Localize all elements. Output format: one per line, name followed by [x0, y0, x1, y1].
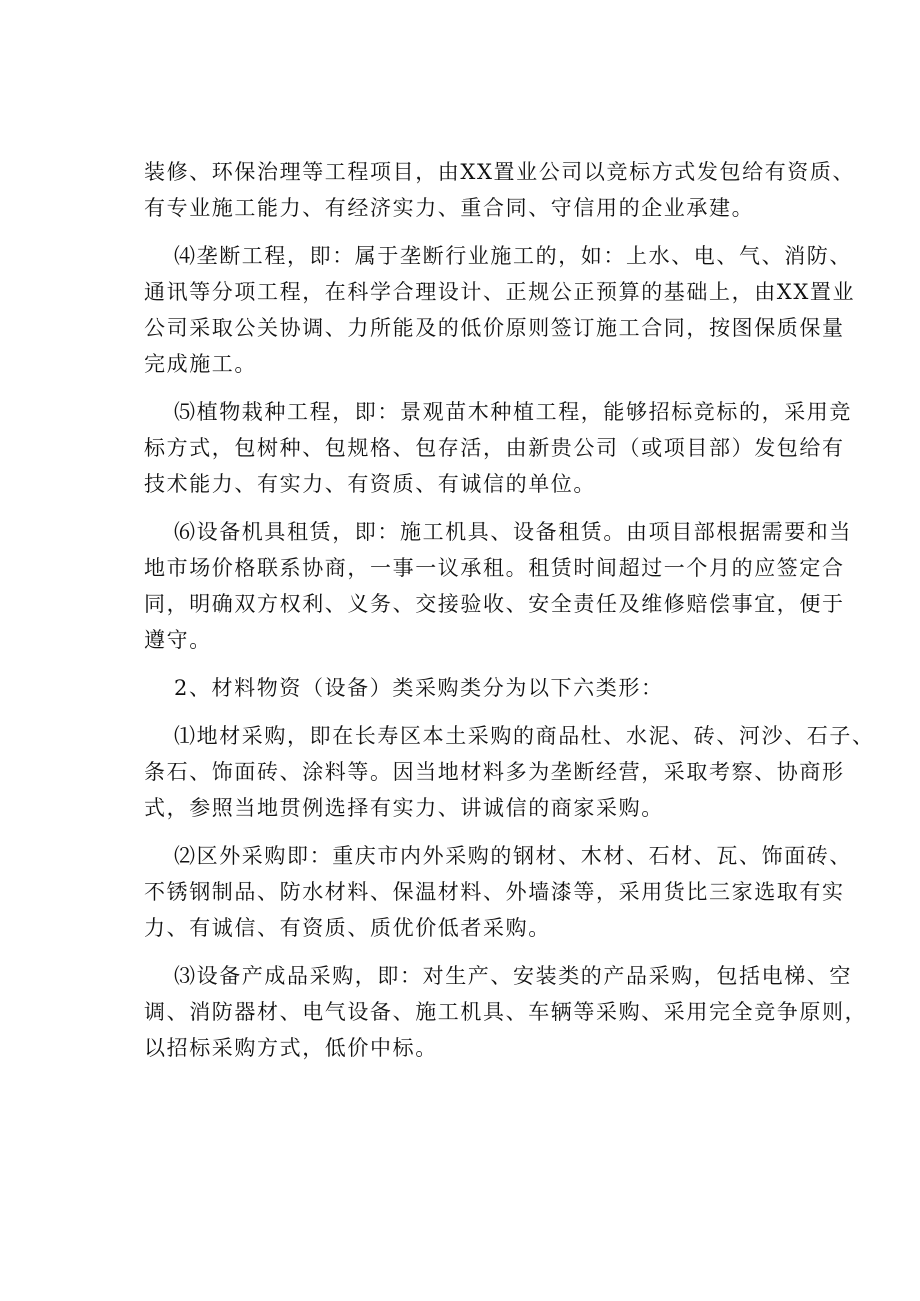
text-line: 地市场价格联系协商，一事一议承租。租赁时间超过一个月的应签定合 — [144, 556, 845, 580]
text-line: ⑹设备机具租赁，即：施工机具、设备租赁。由项目部根据需要和当 — [174, 520, 852, 544]
paragraph-item-1 — [144, 718, 875, 826]
text-line: 遵守。 — [144, 628, 212, 652]
text-line: 有专业施工能力、有经济实力、重合同、守信用的企业承建。 — [144, 196, 755, 220]
paragraph-item-2 — [144, 838, 852, 946]
text-line: 通讯等分项工程，在科学合理设计、正规公正预算的基础上，由XX置业 — [144, 280, 856, 304]
document-body — [144, 154, 875, 1078]
paragraph-item-3 — [144, 958, 868, 1066]
text-line: ⑵区外采购即：重庆市内外采购的钢材、木材、石材、瓦、饰面砖、 — [174, 844, 852, 868]
paragraph-item-6 — [144, 514, 852, 658]
text-line: 条石、饰面砖、涂料等。因当地材料多为垄断经营，采取考察、协商形 — [144, 760, 845, 784]
text-line: 公司采取公关协调、力所能及的低价原则签订施工合同，按图保质保量 — [144, 316, 845, 340]
text-line: 完成施工。 — [144, 352, 257, 376]
text-line: ⑴地材采购，即在长寿区本土采购的商品杜、水泥、砖、河沙、石子、 — [174, 724, 875, 748]
text-line: 2、材料物资（设备）类采购类分为以下六类形： — [174, 676, 664, 700]
text-line: 同，明确双方权利、义务、交接验收、安全责任及维修赔偿事宜，便于 — [144, 592, 845, 616]
text-line: 标方式，包树种、包规格、包存活，由新贵公司（或项目部）发包给有 — [144, 436, 845, 460]
text-line: 力、有诚信、有资质、质优价低者采购。 — [144, 916, 551, 940]
text-line: 装修、环保治理等工程项目，由XX置业公司以竞标方式发包给有资质、 — [144, 160, 856, 184]
text-line: 不锈钢制品、防水材料、保温材料、外墙漆等，采用货比三家选取有实 — [144, 880, 845, 904]
paragraph-continuation — [144, 154, 856, 226]
paragraph-item-4 — [144, 238, 856, 382]
paragraph-item-5 — [144, 394, 852, 502]
text-line: ⑷垄断工程，即：属于垄断行业施工的，如：上水、电、气、消防、 — [174, 244, 852, 268]
text-line: 以招标采购方式，低价中标。 — [144, 1036, 438, 1060]
text-line: ⑸植物栽种工程，即：景观苗木种植工程，能够招标竞标的，采用竞 — [174, 400, 852, 424]
text-line: 式，参照当地贯例选择有实力、讲诚信的商家采购。 — [144, 796, 664, 820]
text-line: 技术能力、有实力、有资质、有诚信的单位。 — [144, 472, 596, 496]
section-heading-2 — [144, 670, 824, 706]
text-line: ⑶设备产成品采购，即：对生产、安装类的产品采购，包括电梯、空 — [174, 964, 852, 988]
text-line: 调、消防器材、电气设备、施工机具、车辆等采购、采用完全竞争原则， — [144, 1000, 868, 1024]
